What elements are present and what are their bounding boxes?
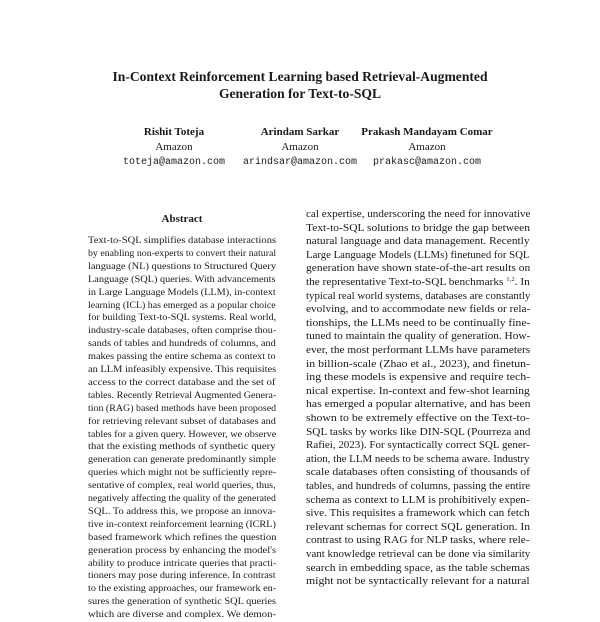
body-line: ation, the LLM needs to be schema aware. Industry <box>306 453 530 465</box>
body-line: might not be syntactically relevant for a natural <box>306 576 530 588</box>
abstract-line: language (NL) questions to Structured Query <box>88 261 277 272</box>
body-line: relevant schemas for correct SQL generation. In <box>306 521 531 533</box>
abstract-line: by enabling non-experts to convert their natural <box>88 248 277 259</box>
abstract-line: for retrieving relevant subset of databases and <box>88 416 276 427</box>
body-line: search in embedding space, as the table schemas <box>306 562 530 574</box>
abstract-line: ability to produce intricate queries that practi- <box>88 558 277 569</box>
body-line: cal expertise, underscoring the need for innovative <box>306 209 531 220</box>
abstract-line: access to the correct database and the set of <box>88 377 276 388</box>
abstract-line: Text-to-SQL simplifies database interactions <box>88 236 277 246</box>
body-line: natural language and data management. Recently <box>306 236 530 248</box>
body-line: evolving, and to accommodate new fields or rela- <box>306 304 531 316</box>
body-line: SQL tasks by works like DIN-SQL (Pourreza and <box>306 426 531 438</box>
body-line: has emerged a popular alternative, and has been <box>306 399 531 411</box>
abstract-line: which are diverse and complex. We demon- <box>88 610 277 621</box>
abstract-line: tables for a given query. However, we observe <box>88 429 277 440</box>
abstract-line: SQL. To address this, we propose an innova- <box>88 506 276 517</box>
author-email[interactable]: arindsar@amazon.com <box>242 157 358 168</box>
abstract-line: tive in-context reinforcement learning (ICRL) <box>88 519 276 530</box>
body-line: scale databases often consisting of thousands of <box>306 467 531 479</box>
body-line-tail: . In <box>514 277 530 288</box>
author-block <box>327 125 527 170</box>
author-name: Prakash Mandayam Comar <box>361 126 493 138</box>
author-affiliation: Amazon <box>408 141 446 153</box>
body-line: Rafiei, 2023). For syntactically correct SQL gener- <box>306 440 530 452</box>
author-affiliation: Amazon <box>281 141 319 153</box>
body-line: schema as context to LLM is prohibitively expen- <box>306 494 530 506</box>
abstract-line: that the existing methods of synthetic query <box>88 442 276 453</box>
body-line: vant knowledge retrieval can be done via similarity <box>306 549 531 560</box>
abstract-line: for building Text-to-SQL systems. Real world, <box>88 313 277 324</box>
abstract-line: an LLM infeasibly expensive. This requisites <box>88 365 277 375</box>
author-email[interactable]: toteja@amazon.com <box>122 157 226 168</box>
body-line: contrast to using RAG for NLP tasks, where rele- <box>306 535 530 547</box>
abstract-line: sures the generation of synthetic SQL queries <box>88 597 277 608</box>
author-email[interactable]: prakasc@amazon.com <box>372 157 482 168</box>
abstract-line: generation process by enhancing the model's <box>88 545 277 556</box>
abstract-line: tion (RAG) based methods have been proposed <box>88 403 277 414</box>
body-line: tuned to maintain the quality of generation. How- <box>306 331 531 343</box>
abstract-line: generation can generate predominantly simple <box>88 455 276 466</box>
author-affiliation: Amazon <box>155 141 193 153</box>
body-line: in billion-scale (Zhao et al., 2023), and finetun- <box>306 358 530 370</box>
author-name: Rishit Toteja <box>143 126 205 138</box>
body-line: Text-to-SQL solutions to bridge the gap between <box>306 222 530 234</box>
body-line: generation have shown state-of-the-art results on <box>306 263 531 275</box>
abstract-line: sentative of complex, real world queries, thus, <box>88 481 276 492</box>
body-line: tables, and hundreds of columns, passing the entire <box>306 481 531 492</box>
abstract-line: industry-scale databases, often comprise thou- <box>88 326 277 337</box>
paper-title <box>0 68 600 102</box>
abstract-line: in Large Language Models (LLM), in-context <box>88 287 276 298</box>
body-line-with-footnote <box>306 276 530 289</box>
body-line: typical real world systems, databases are constantly <box>306 290 531 302</box>
abstract-line: based framework which refines the question <box>88 532 277 543</box>
abstract-line: tioners may pose during inference. In contrast <box>88 571 276 582</box>
abstract-line: tables. Recently Retrieval Augmented Genera- <box>88 390 277 401</box>
abstract-line: Language (SQL) queries. With advancements <box>88 274 276 285</box>
body-line: sive. This requisites a framework which can fetch <box>306 508 530 520</box>
title-line-1: In-Context Reinforcement Learning based Retrieval-Augmented <box>112 69 488 84</box>
body-line: tionships, the LLMs need to be continually fine- <box>306 317 531 329</box>
footnote-marks[interactable]: 1,2 <box>506 277 515 283</box>
body-line-text: the representative Text-to-SQL benchmarks <box>306 277 504 288</box>
abstract-line: sands of tables and hundreds of columns, and <box>88 339 276 350</box>
title-line-2: Generation for Text-to-SQL <box>218 86 382 101</box>
abstract-line: queries which might not be sufficiently repre- <box>88 468 277 479</box>
abstract-line: to the existing approaches, our framework en- <box>88 584 277 595</box>
author-name: Arindam Sarkar <box>260 126 340 138</box>
body-line: shown to be extremely effective on the Text-to- <box>306 413 530 424</box>
body-line: ing these models is expensive and require tech- <box>306 372 531 384</box>
body-line: Large Language Models (LLMs) finetuned for SQL <box>306 249 530 261</box>
abstract-line: learning (ICL) has emerged as a popular choice <box>88 300 276 311</box>
abstract-line: negatively affecting the quality of the generated <box>88 494 276 504</box>
body-line: ever, the most performant LLMs have parameters <box>306 345 531 356</box>
abstract-heading: Abstract <box>161 213 203 225</box>
body-line: nical expertise. In-context and few-shot learning <box>306 385 530 397</box>
abstract-line: makes passing the entire schema as context to <box>88 352 276 363</box>
